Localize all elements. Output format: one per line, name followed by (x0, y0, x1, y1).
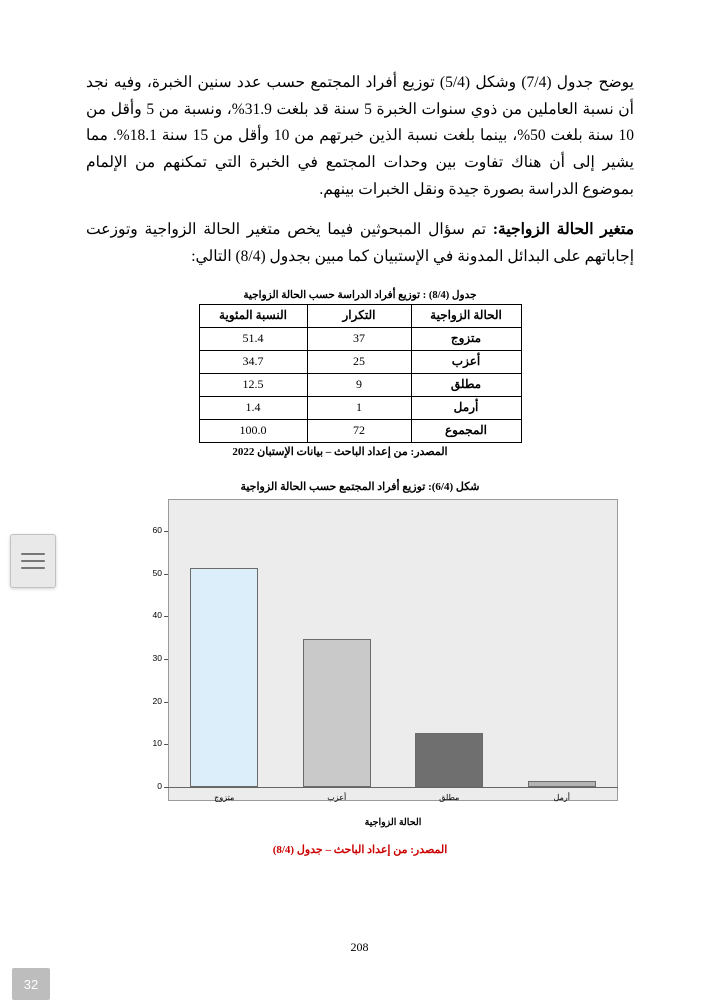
hamburger-line (21, 553, 45, 555)
table-cell-label: المجموع (411, 419, 521, 442)
chart-y-tick-mark (164, 574, 168, 575)
table-cell-count: 25 (307, 350, 411, 373)
chart-y-tick-label: 60 (152, 525, 162, 536)
chart-y-tick-label: 0 (157, 780, 162, 791)
paragraph-experience: يوضح جدول (7/4) وشكل (5/4) توزيع أفراد المجتمع حسب عدد سنين الخبرة، وفيه نجد أن نسبة العاملين من ذوي سنوات الخبرة 5 سنة قد بلغت 31.9%، ونسبة من 5 وأقل من 10 سنة بلغت 50%، بينما بلغت نسبة الذين خبرتهم من 10 وأقل من 15 سنة 18.1%. مما يشير إلى أن هناك تفاوت بين وحدات المجتمع في الخبرة التي تمكنهم من الإلمام بموضوع الدراسة بصورة جيدة ونقل الخبرات بينهم. (86, 74, 634, 198)
table-cell-percent: 100.0 (199, 419, 307, 442)
table-cell-percent: 12.5 (199, 373, 307, 396)
table-cell-label: متزوج (411, 327, 521, 350)
chart-y-tick-mark (164, 531, 168, 532)
chart-y-tick-label: 10 (152, 738, 162, 749)
marital-status-table (199, 304, 522, 443)
table-row (199, 373, 521, 396)
paragraph-marital-status (86, 217, 634, 270)
table-cell-count: 1 (307, 396, 411, 419)
table-row (199, 396, 521, 419)
chart-x-axis-label: الحالة الزواجية (364, 817, 422, 828)
chart-x-tick-label: متزوج (214, 792, 235, 802)
chart-y-tick-mark (164, 616, 168, 617)
chart-x-tick-label: أرمل (553, 792, 570, 802)
chart-y-tick-label: 30 (152, 652, 162, 663)
chart-y-tick-mark (164, 702, 168, 703)
table-cell-percent: 1.4 (199, 396, 307, 419)
table-cell-percent: 51.4 (199, 327, 307, 350)
table-row-total (199, 419, 521, 442)
table-cell-count: 37 (307, 327, 411, 350)
paragraph-body: تم سؤال المبحوثين فيما يخص متغير الحالة الزواجية وتوزعت إجاباتهم على البدائل المدونة في الإستبيان كما مبين بجدول (8/4) التالي: (86, 221, 634, 265)
table-block (86, 289, 634, 458)
table-cell-label: مطلق (411, 373, 521, 396)
bar-chart (102, 499, 618, 828)
table-source: المصدر: من إعداد الباحث – بيانات الإستبان 2022 (232, 445, 448, 458)
table-cell-label: أرمل (411, 396, 521, 419)
chart-y-tick-mark (164, 659, 168, 660)
page-thumb-badge[interactable]: 32 (12, 968, 50, 1000)
hamburger-icon[interactable] (10, 534, 56, 588)
table-row (199, 327, 521, 350)
chart-block (86, 480, 634, 856)
chart-x-tick-label: أعزب (327, 792, 347, 802)
table-row (199, 350, 521, 373)
chart-baseline (168, 787, 618, 788)
chart-y-tick-mark (164, 744, 168, 745)
document-content (86, 70, 634, 856)
table-cell-percent: 34.7 (199, 350, 307, 373)
chart-bar (415, 733, 483, 786)
page-number: 208 (350, 940, 369, 954)
table-header-cell: التكرار (307, 304, 411, 327)
table-cell-count: 9 (307, 373, 411, 396)
chart-source: المصدر: من إعداد الباحث – جدول (8/4) (272, 843, 448, 856)
chart-title: شكل (6/4): توزيع أفراد المجتمع حسب الحالة الزواجية (240, 480, 480, 493)
table-cell-label: أعزب (411, 350, 521, 373)
chart-bar (190, 568, 258, 787)
chart-x-tick-label: مطلق (439, 792, 460, 802)
chart-bar (303, 639, 371, 787)
table-caption: جدول (8/4) : توزيع أفراد الدراسة حسب الحالة الزواجية (243, 289, 477, 301)
table-header-cell: النسبة المئوية (199, 304, 307, 327)
paragraph-lead-in: متغير الحالة الزواجية: (492, 221, 634, 239)
hamburger-line (21, 560, 45, 562)
chart-y-tick-label: 40 (152, 610, 162, 621)
table-header-row (199, 304, 521, 327)
table-cell-count: 72 (307, 419, 411, 442)
chart-y-tick-label: 20 (152, 695, 162, 706)
chart-y-tick-label: 50 (152, 567, 162, 578)
table-header-cell: الحالة الزواجية (411, 304, 521, 327)
hamburger-line (21, 567, 45, 569)
